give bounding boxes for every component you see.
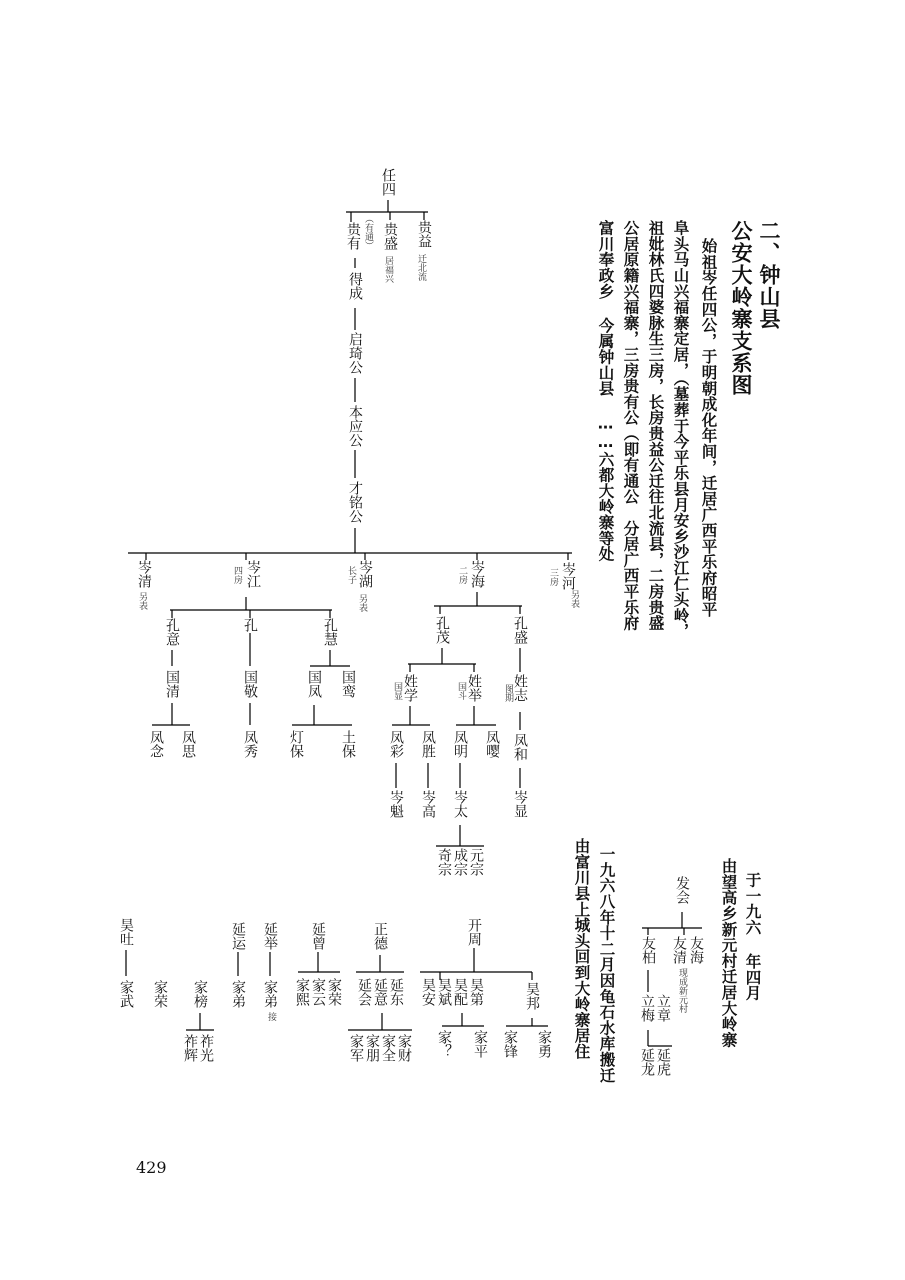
note-cen-qing: 另表 [137,592,147,610]
node-cen-he: 岑河 [560,562,576,590]
migration-note-3: 一九六八年十二月因龟石水库搬迁 [597,846,616,1083]
node-guo-jing: 国敬 [242,670,258,698]
node-ren-si: 任四 [380,168,396,196]
node-zuo-hui: 祚辉 [182,1034,198,1062]
node-feng-si: 凤思 [180,730,196,758]
node-zong-qi: 奇宗 [436,848,452,876]
node-yan-zeng: 延曾 [310,922,326,950]
node-yan-yun: 延运 [230,922,246,950]
node-deng-bao: 灯保 [288,730,304,758]
note-gui-sheng: 居福兴 [383,256,393,283]
node-jia-yun: 家云 [310,978,326,1006]
node-you-hai: 友海 [688,936,704,964]
note-xing-ju: 国斗 [456,682,466,700]
node-hao-bin: 昊斌 [436,978,452,1006]
node-cen-hu: 岑湖 [357,560,373,588]
node-cen-hai: 岑海 [469,560,485,588]
node-yan-dong: 延东 [388,978,404,1006]
node-you-qing: 友清 [671,936,687,964]
node-kong: 孔 [242,618,258,632]
node-yan-hu: 延虎 [655,1048,671,1076]
node-fa-hui: 发会 [674,876,690,904]
note-xing-zhi: 图期 [503,684,513,702]
node-jia-xi: 家熙 [294,978,310,1006]
node-yan-long: 延龙 [639,1048,655,1076]
node-xing-xue: 姓学 [402,674,418,702]
note-gui-you: （有通） [363,214,373,250]
node-zong-yuan: 元宗 [468,848,484,876]
node-cen-jiang: 岑江 [245,560,261,588]
node-xing-zhi: 姓志 [512,674,528,702]
node-jia-q: 家？ [436,1030,452,1058]
node-jia-di-2: 家弟 [262,980,278,1008]
note-cen-he: 三房 [548,568,558,586]
node-qi-qi: 启琦公 [347,332,363,374]
node-cen-tai: 岑太 [452,790,468,818]
migration-note-2: 由望高乡新元村迁居大岭寨 [719,858,738,1048]
node-li-mei: 立梅 [639,994,655,1022]
node-jia-di: 家弟 [230,980,246,1008]
node-gui-sheng: 贵盛 [382,222,398,250]
intro-line-4: 公居原籍兴福寨，三房贵有公（即有通公 分居广西平乐府 [621,220,640,631]
note-you-hai: 现成新元村 [677,968,687,1013]
node-feng-cai: 凤彩 [388,730,404,758]
node-jia-jun: 家军 [348,1034,364,1062]
node-feng-nian: 凤念 [148,730,164,758]
node-li-zhang: 立章 [655,994,671,1022]
node-kong-mao: 孔茂 [434,616,450,644]
node-cen-gao: 岑高 [420,790,436,818]
node-jia-rong: 家荣 [326,978,342,1006]
node-hao-di: 昊第 [468,978,484,1006]
intro-line-5: 富川奉政乡 今属钟山县 ……六都大岭寨等处 [596,220,615,562]
node-yan-hui: 延会 [356,978,372,1006]
intro-line-2: 阜头马山兴福寨定居，（墓葬于今平乐县月安乡沙江仁头岭， [671,220,690,639]
note-cen-hu: 长子 [346,566,356,584]
node-feng-ying: 凤嘤 [484,730,500,758]
node-zuo-guang: 祚光 [198,1034,214,1062]
node-hao-pei: 昊配 [452,978,468,1006]
note-cen-hu-2: 另表 [357,594,367,612]
node-hao-an: 昊安 [420,978,436,1006]
node-guo-qing: 国清 [164,670,180,698]
node-ben-ying: 本应公 [347,405,363,447]
node-zheng-de: 正德 [372,922,388,950]
node-de-cheng: 得成 [347,272,363,300]
note-cen-hai: 二房 [457,566,467,584]
node-tu-bao: 土保 [340,730,356,758]
node-jia-feng: 家锋 [502,1030,518,1058]
node-xing-ju: 姓举 [466,674,482,702]
node-kong-yi: 孔意 [164,618,180,646]
node-hao-bang: 昊邦 [524,982,540,1010]
intro-line-3: 祖妣林氏四婆脉生三房，长房贵益公迁往北流县，二房贵盛 [646,220,665,631]
node-cai-ming: 才铭公 [347,481,363,523]
node-jia-wu: 家武 [118,980,134,1008]
node-jia-quan: 家全 [380,1034,396,1062]
section-heading: 二、钟山县 [757,220,781,330]
intro-line-1: 始祖岑任四公，于明朝成化年间，迁居广西平乐府昭平 [699,238,718,618]
node-feng-ming: 凤明 [452,730,468,758]
chart-title: 公安大岭寨支系图 [729,220,753,396]
node-yan-yi: 延意 [372,978,388,1006]
node-kong-hui: 孔慧 [322,618,338,646]
node-cen-xian: 岑显 [512,790,528,818]
node-hao-tu: 昊吐 [118,918,134,946]
node-yan-ju: 延举 [262,922,278,950]
node-jia-rong-2: 家荣 [152,980,168,1008]
node-feng-sheng: 凤胜 [420,730,436,758]
node-kai-zhou: 开周 [466,918,482,946]
node-jia-ping: 家平 [472,1030,488,1058]
note-cen-he-2: 另表 [569,590,579,608]
migration-note-4: 由富川县上城头回到大岭寨居住 [572,838,591,1060]
node-jia-yong: 家勇 [536,1030,552,1058]
note-xing-xue: 国显 [392,682,402,700]
node-feng-he: 凤和 [512,733,528,761]
node-jia-bang: 家榜 [192,980,208,1008]
node-cen-qing: 岑清 [136,560,152,588]
node-feng-xiu: 凤秀 [242,730,258,758]
note-gui-yi: 迁北流 [416,254,426,281]
node-jia-cai: 家财 [396,1034,412,1062]
node-jia-peng: 家朋 [364,1034,380,1062]
note-jia-di-2: 接 [266,1012,276,1021]
node-kong-sheng: 孔盛 [512,616,528,644]
migration-note-1: 于一九六 年四月 [743,872,762,1001]
page-number: 429 [136,1158,167,1177]
node-gui-yi: 贵益 [416,220,432,248]
node-gui-you: 贵有 [345,222,361,250]
node-you-bai: 友柏 [640,936,656,964]
node-guo-feng: 国凤 [306,670,322,698]
note-cen-jiang: 四房 [232,566,242,584]
node-guo-luan: 国鸾 [340,670,356,698]
node-cen-kui: 岑魁 [388,790,404,818]
node-zong-cheng: 成宗 [452,848,468,876]
